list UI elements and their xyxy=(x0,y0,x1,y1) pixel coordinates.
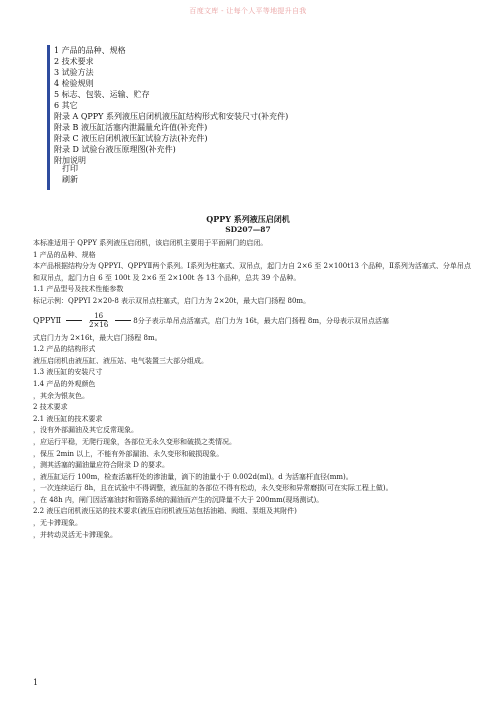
paragraph: 式启门力为 2×16t，最大启门扬程 8m。 xyxy=(33,333,162,342)
watermark: 百度文库 - 让每个人平等地提升自我 xyxy=(189,7,307,15)
paragraph: ，液压缸运行 100m，检查活塞杆处的渗油量，滴下的油量小于 0.002d(ml)。d 为活塞杆直径(mm)。 xyxy=(33,472,353,481)
paragraph: 本标准适用于 QPPY 系列液压启闭机，该启闭机主要用于平面闸门的启闭。 xyxy=(33,239,268,247)
paragraph: 液压启闭机由液压缸、液压站、电气装置三大部分组成。 xyxy=(33,356,208,365)
paragraph: ，无卡滞现象。 xyxy=(33,519,82,528)
toc-item[interactable]: 6 其它 xyxy=(54,101,78,110)
formula-numerator: 16 xyxy=(90,312,107,321)
toc-item[interactable]: 2 技术要求 xyxy=(54,57,94,66)
page-number: 1 xyxy=(33,678,39,687)
toc-item[interactable]: 附加说明 xyxy=(54,156,86,165)
formula-fraction xyxy=(87,312,110,330)
print-link[interactable]: 打印 xyxy=(62,164,78,173)
paragraph: 标记示例：QPPYⅠ 2×20-8 表示双吊点柱塞式，启门力为 2×20t，最大启门扬程 80m。 xyxy=(33,296,311,305)
paragraph: ，其余为银灰色。 xyxy=(33,391,89,400)
formula-label: QPPYⅡ xyxy=(33,316,62,326)
formula-suffix: 8 xyxy=(133,316,138,325)
paragraph: ，在 48h 内，闸门因活塞油封和管路系统的漏油而产生的沉降量不大于 200mm(现场测试)。 xyxy=(33,495,324,504)
section-heading: 2 技术要求 xyxy=(33,403,68,412)
document-body xyxy=(33,238,473,541)
formula-dash xyxy=(115,320,131,321)
toc-item[interactable]: 4 检验规则 xyxy=(54,79,94,88)
paragraph: ，保压 2min 以上，不能有外部漏油、永久变形和破损现象。 xyxy=(33,449,224,458)
toc-item[interactable]: 1 产品的品种、规格 xyxy=(54,46,126,55)
section-heading: 2.1 液压缸的技术要求 xyxy=(33,414,103,423)
section-heading: 1.1 产品型号及技术性能参数 xyxy=(33,285,124,294)
paragraph: ，测其活塞的漏油量应符合附录 D 的要求。 xyxy=(33,461,170,470)
toc-item[interactable]: 附录 C 液压启闭机液压缸试验方法(补充件) xyxy=(54,134,208,143)
section-heading: 2.2 液压启闭机液压站的技术要求(液压启闭机液压站包括油箱、阀组、泵组及其附件) xyxy=(33,507,297,516)
section-heading: 1.3 液压缸的安装尺寸 xyxy=(33,368,103,377)
toc-item[interactable]: 3 试验方法 xyxy=(54,68,94,77)
toc-item[interactable]: 附录 D 试验台液压原理图(补充件) xyxy=(54,145,176,154)
refresh-link[interactable]: 刷新 xyxy=(62,175,78,184)
paragraph: ，没有外部漏油及其它反常现象。 xyxy=(33,426,138,435)
paragraph: ，一次连续运行 8h，且在试验中不得调整，液压缸的各部位不得有松动，永久变形和异常磨损(可在实际工程上做)。 xyxy=(33,484,393,493)
paragraph: 本产品根据结构分为 QPPYⅠ、QPPYⅡ两个系列。Ⅰ系列为柱塞式、双吊点，起门力自 2×6 至 2×100t13 个品种，Ⅱ系列为活塞式、分单吊点和双吊点，起门力自 6 至 100t 及 2×6 至 2×100t 各 13 个品种，总共 39 个品种。 xyxy=(33,262,471,282)
section-heading: 1 产品的品种、规格 xyxy=(33,250,96,259)
paragraph: ，应运行平稳，无爬行现象，各部位无永久变形和破损之类情况。 xyxy=(33,437,236,446)
formula-text: 分子表示单吊点活塞式，启门力为 16t，最大启门扬程 8m，分母表示双吊点活塞 xyxy=(137,316,390,325)
formula-denominator: 2×16 xyxy=(89,320,109,329)
toc-actions xyxy=(62,163,78,185)
paragraph: ，并转动灵活无卡滞现象。 xyxy=(33,530,117,539)
section-heading: 1.2 产品的结构形式 xyxy=(33,345,96,354)
document-title: QPPY 系列液压启闭机 xyxy=(206,214,290,224)
formula-dash xyxy=(66,320,82,321)
toc-item[interactable]: 5 标志、包装、运输、贮存 xyxy=(54,90,150,99)
formula-line xyxy=(33,312,473,330)
section-heading: 1.4 产品的外观颜色 xyxy=(33,379,96,388)
toc-item[interactable]: 附录 B 液压缸活塞内泄漏量允许值(补充件) xyxy=(54,123,208,132)
toc-item[interactable]: 附录 A QPPY 系列液压启闭机液压缸结构形式和安装尺寸(补充件) xyxy=(54,112,289,121)
standard-code: SD207—87 xyxy=(225,225,271,234)
